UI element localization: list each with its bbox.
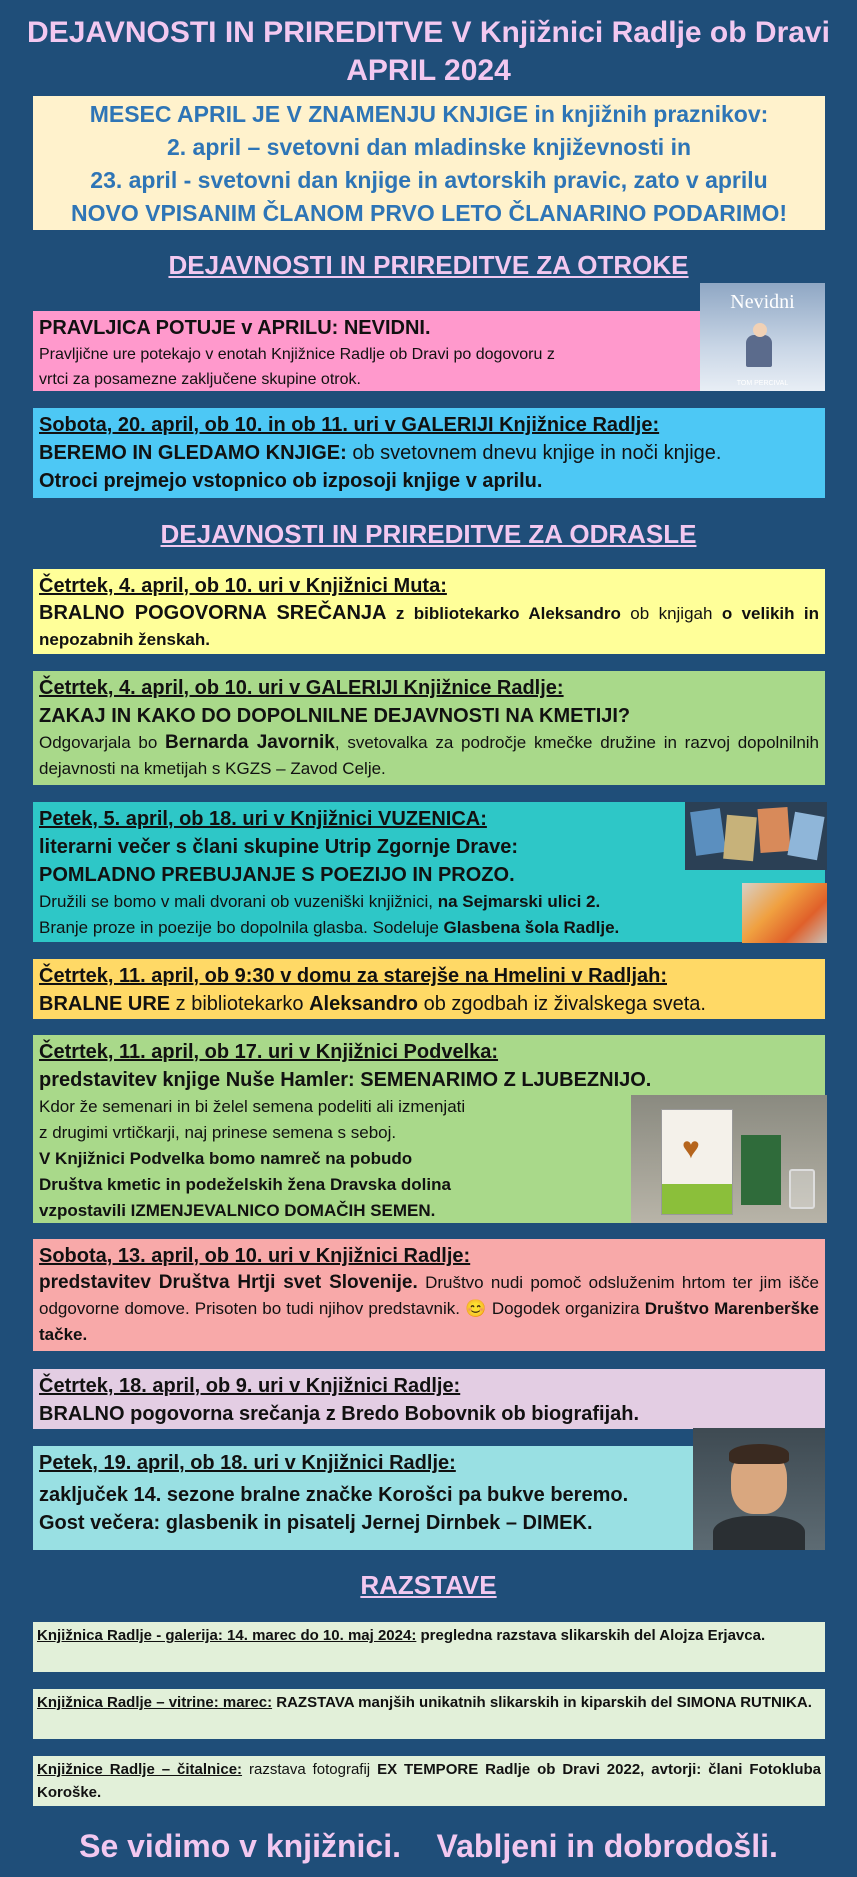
event-subtitle: literarni večer s člani skupine Utrip Zgornje Drave: <box>39 836 519 858</box>
event-when: Četrtek, 4. april, ob 10. uri v GALERIJI Knjižnice Radlje: <box>39 677 564 699</box>
event-text: na Sejmarski ulici 2. <box>437 892 601 911</box>
guest-portrait-image <box>693 1428 825 1550</box>
event-person: Bernarda Javornik <box>165 732 335 753</box>
event-title: BRALNE URE <box>39 993 171 1015</box>
event-note: Otroci prejmejo vstopnico ob izposoji knjige v aprilu. <box>39 470 543 492</box>
child-figure <box>746 335 772 367</box>
event-text: o velikih in nepozabnih ženskah. <box>39 604 819 649</box>
banner-line-4: NOVO VPISANIM ČLANOM PRVO LETO ČLANARINO PODARIMO! <box>70 200 787 226</box>
event-when: Sobota, 13. april, ob 10. uri v Knjižnici Radlje: <box>39 1245 471 1267</box>
exhibition-text: RAZSTAVA manjših unikatnih slikarskih in kiparskih del SIMONA RUTNIKA. <box>272 1694 812 1711</box>
exhibition-location: Knjižnica Radlje - galerija: 14. marec do 10. maj 2024: <box>37 1627 417 1644</box>
page-title <box>0 14 857 90</box>
glass-icon <box>789 1169 815 1209</box>
exhibition-text: razstava fotografij <box>242 1761 378 1778</box>
adult-event-farm <box>33 671 825 785</box>
event-text: Dogodek organizira <box>486 1299 645 1318</box>
exhibition-text: EX TEMPORE Radlje ob Dravi 2022, avtorji: člani Fotokluba Koroške. <box>37 1761 821 1801</box>
event-guest: Gost večera: glasbenik in pisatelj Jernej Dirnbek – DIMEK. <box>39 1512 593 1534</box>
event-title: BRALNO POGOVORNA SREČANJA <box>39 602 387 624</box>
kids-event-fairytale <box>33 311 723 391</box>
banner-line-3: 23. april - svetovni dan knjige in avtorskih pravic, zato v aprilu <box>90 167 768 193</box>
event-when: Petek, 5. april, ob 18. uri v Knjižnici VUZENICA: <box>39 808 487 830</box>
event-title: predstavitev knjige Nuše Hamler: SEMENARIMO Z LJUBEZNIJO. <box>39 1069 652 1091</box>
kids-event-reading <box>33 408 825 498</box>
event-text: Društva kmetic in podeželskih žena Dravska dolina <box>39 1175 451 1194</box>
event-text: Aleksandro <box>309 993 419 1015</box>
book-cover-image <box>700 283 825 391</box>
event-title: BRALNO pogovorna srečanja z Bredo Bobovnik ob biografijah. <box>39 1403 640 1425</box>
seed-book-image <box>631 1095 827 1223</box>
child-head <box>753 323 767 337</box>
event-text: ob knjigah <box>620 604 722 623</box>
event-text: Društvo Marenberške tačke. <box>39 1299 820 1344</box>
kids-heading: DEJAVNOSTI IN PRIREDITVE ZA OTROKE <box>168 250 689 280</box>
event-text: vrtci za posamezne zaključene skupine otrok. <box>39 371 361 388</box>
adult-event-muta <box>33 569 825 654</box>
event-text: ob svetovnem dnevu knjige in noči knjige. <box>346 442 722 464</box>
event-when: Četrtek, 18. april, ob 9. uri v Knjižnici Radlje: <box>39 1375 461 1397</box>
exhibition-reading-rooms <box>33 1756 825 1806</box>
event-text: z drugimi vrtičkarji, naj prinese semena s seboj. <box>39 1123 397 1142</box>
exhibition-vitrines <box>33 1689 825 1739</box>
event-text: Društvo nudi pomoč odsluženim hrtom ter jim išče odgovorne domove. Prisoten bo tudi njihov predstavnik. <box>39 1273 819 1318</box>
smile-icon: 😊 <box>465 1299 487 1318</box>
event-text: ob zgodbah iz živalskega sveta. <box>418 993 706 1015</box>
april-banner <box>33 96 825 230</box>
banner-line-1: MESEC APRIL JE V ZNAMENJU KNJIGE in knjižnih praznikov: <box>89 101 769 127</box>
poetry-illustration-image <box>742 883 827 943</box>
exhibitions-heading: RAZSTAVE <box>360 1570 497 1600</box>
event-title: POMLADNO PREBUJANJE S POEZIJO IN PROZO. <box>39 864 515 886</box>
poetry-books-image <box>685 802 827 870</box>
footer-text-2: Vabljeni in dobrodošli. <box>436 1828 778 1864</box>
event-when: Sobota, 20. april, ob 10. in ob 11. uri v GALERIJI Knjižnice Radlje: <box>39 414 660 436</box>
event-text: Aleksandro <box>528 604 621 623</box>
event-title: predstavitev Društva Hrtji svet Slovenije. <box>39 1272 418 1293</box>
exhibition-location: Knjižnice Radlje – čitalnice: <box>37 1761 243 1778</box>
banner-line-2: 2. april – svetovni dan mladinske književnosti in <box>166 134 692 160</box>
event-text: , svetovalka za področje kmečke družine in razvoj dopolnilnih dejavnosti na kmetijah s KGZS – Zavod Celje. <box>39 733 820 778</box>
adult-event-dimek <box>33 1446 693 1550</box>
event-title: zaključek 14. sezone bralne značke Korošci pa bukve beremo. <box>39 1484 629 1506</box>
event-title: ZAKAJ IN KAKO DO DOPOLNILNE DEJAVNOSTI NA KMETIJI? <box>39 705 631 727</box>
event-when: Četrtek, 11. april, ob 9:30 v domu za starejše na Hmelini v Radljah: <box>39 965 667 987</box>
title-line-1: DEJAVNOSTI IN PRIREDITVE V Knjižnici Radlje ob Dravi <box>27 16 830 49</box>
exhibition-text: pregledna razstava slikarskih del Alojza Erjavca. <box>416 1627 766 1644</box>
event-when: Četrtek, 11. april, ob 17. uri v Knjižnici Podvelka: <box>39 1041 499 1063</box>
adult-event-bobovnik <box>33 1369 825 1429</box>
book-cover-author: TOM PERCIVAL <box>736 380 789 387</box>
event-text: Pravljične ure potekajo v enotah Knjižnice Radlje ob Dravi po dogovoru z <box>39 346 555 363</box>
adult-event-hmelina <box>33 959 825 1019</box>
book-cover <box>661 1109 733 1215</box>
event-when: Četrtek, 4. april, ob 10. uri v Knjižnici Muta: <box>39 575 447 597</box>
heart-icon: ♥ <box>682 1132 700 1165</box>
event-title: PRAVLJICA POTUJE v APRILU: NEVIDNI. <box>39 317 431 339</box>
title-line-2: APRIL 2024 <box>346 54 511 87</box>
event-when: Petek, 19. april, ob 18. uri v Knjižnici Radlje: <box>39 1452 456 1474</box>
adults-heading: DEJAVNOSTI IN PRIREDITVE ZA ODRASLE <box>160 519 697 549</box>
event-text: Odgovarjala bo <box>39 733 166 752</box>
event-text: Kdor že semenari in bi želel semena podeliti ali izmenjati <box>39 1097 466 1116</box>
footer-message <box>0 1828 857 1865</box>
exhibition-location: Knjižnica Radlje – vitrine: marec: <box>37 1694 273 1711</box>
event-text: Branje proze in poezije bo dopolnila glasba. Sodeluje <box>39 918 444 937</box>
footer-text-1: Se vidimo v knjižnici. <box>79 1828 401 1864</box>
event-text: vzpostavili IZMENJEVALNICO DOMAČIH SEMEN. <box>39 1201 436 1220</box>
event-text: z bibliotekarko <box>170 993 310 1015</box>
event-text: V Knjižnici Podvelka bomo namreč na pobudo <box>39 1149 413 1168</box>
exhibition-gallery <box>33 1622 825 1672</box>
book-cover-title: Nevidni <box>730 291 795 313</box>
event-title: BEREMO IN GLEDAMO KNJIGE: <box>39 442 347 464</box>
event-text: Glasbena šola Radlje. <box>443 918 620 937</box>
event-text: z bibliotekarko <box>386 604 529 623</box>
event-text: Družili se bomo v mali dvorani ob vuzeniški knjižnici, <box>39 892 438 911</box>
adult-event-greyhounds <box>33 1239 825 1351</box>
